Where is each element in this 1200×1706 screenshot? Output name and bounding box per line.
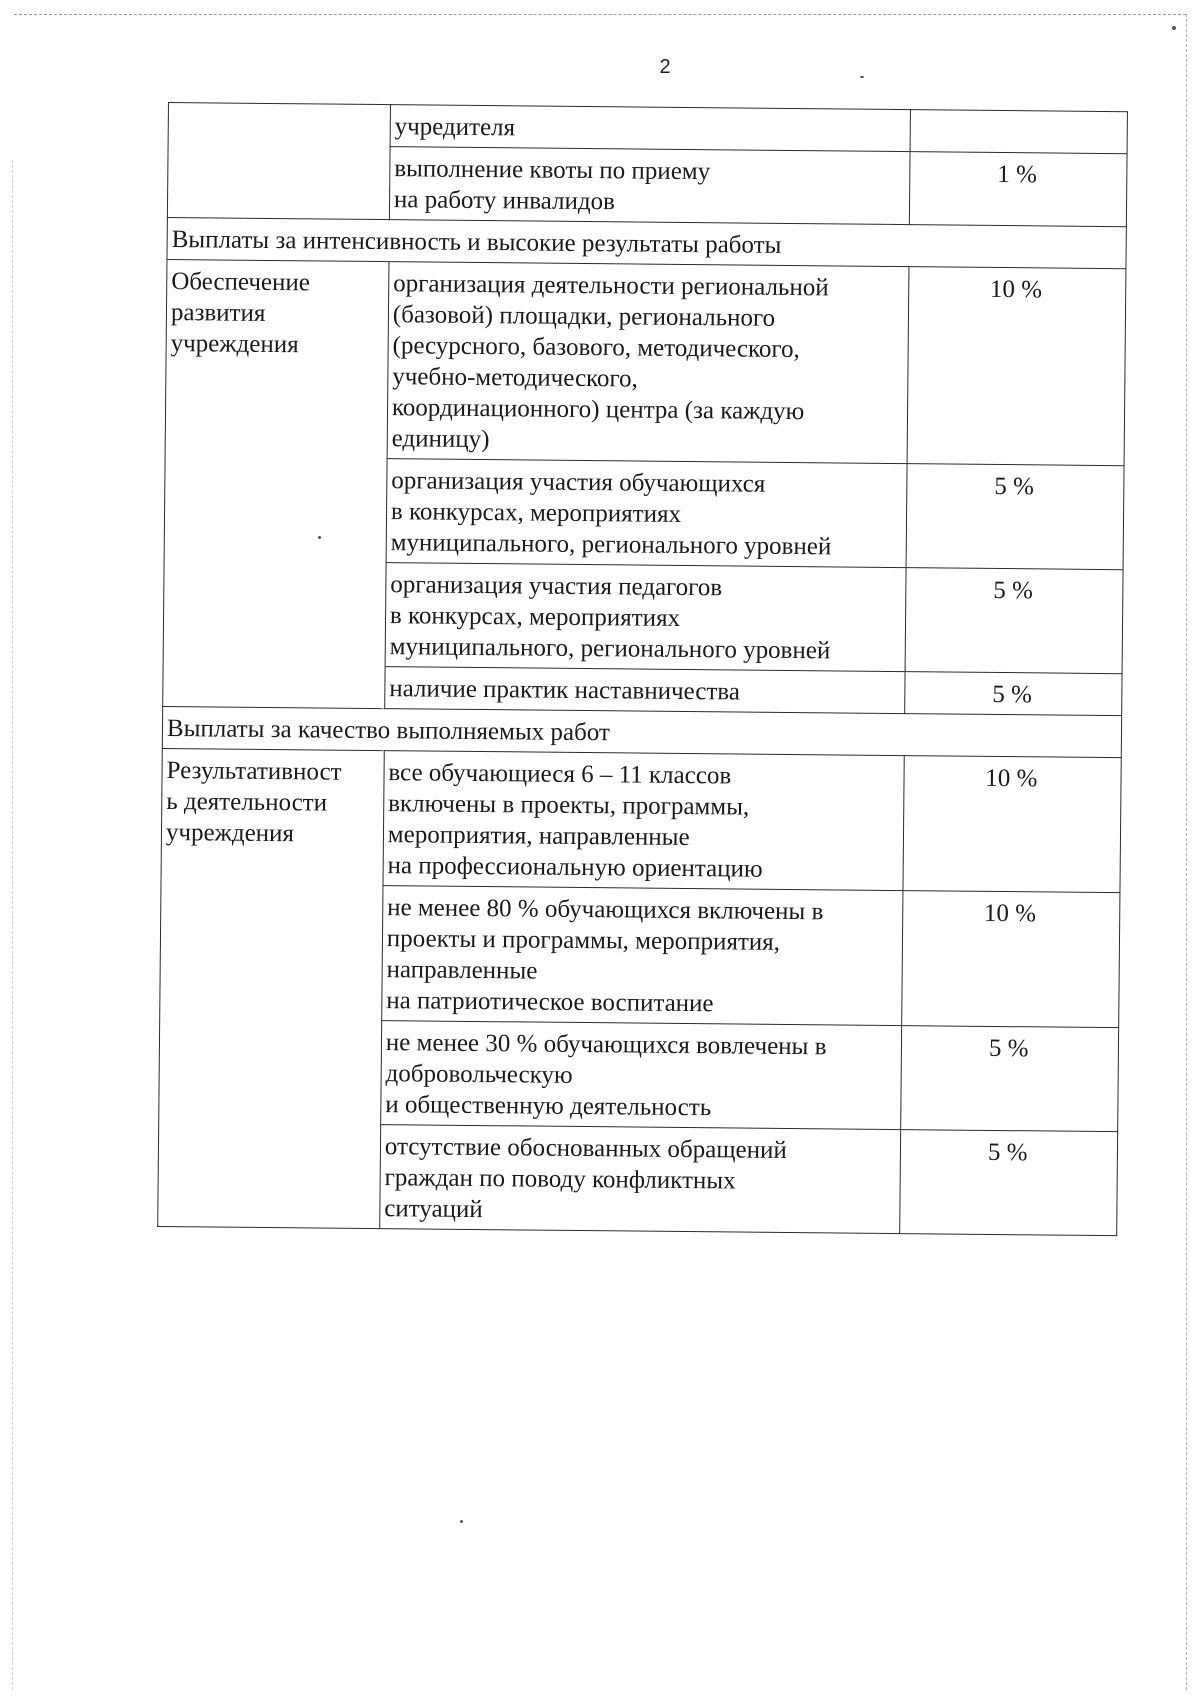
criterion-line: выполнение квоты по приему [394,155,711,186]
criterion-cell [387,262,909,464]
section-title: Выплаты за качество выполняемых работ [162,706,1121,757]
value-cell [910,110,1128,154]
criterion-line: мероприятия, направленные [387,821,690,852]
criterion-line: на работу инвалидов [393,186,616,216]
value-cell: 10 % [907,267,1126,466]
criterion-line: ситуаций [384,1195,483,1224]
criterion-line: учредителя [394,113,516,142]
criterion-cell [389,147,909,225]
value-cell: 5 % [906,464,1124,570]
criterion-cell [385,667,905,714]
table-row [168,103,1127,154]
criterion-cell [386,459,907,568]
criterion-line: и общественную деятельность [385,1091,712,1122]
criterion-cell [385,563,906,672]
criterion-cell [380,1125,901,1234]
scan-edge-top [14,14,1186,15]
criterion-line: муниципального, регионального уровней [389,633,831,665]
criterion-cell [383,751,904,891]
criterion-line: организация участия педагогов [390,571,723,602]
table-row [161,748,1121,892]
criterion-line: в конкурсах, мероприятиях [390,498,682,528]
indicator-cell [158,748,384,1228]
criterion-line: единицу) [391,425,490,454]
indicator-line: учреждения [165,819,295,848]
criterion-line: включены в проекты, программы, [388,790,750,821]
criterion-line: направленные [386,956,538,985]
section-title: Выплаты за интенсивность и высокие результаты работы [167,217,1126,268]
scan-edge-left [12,160,13,1690]
criterion-line: (ресурсного, базового, методического, [392,332,800,364]
value-cell: 5 % [904,672,1122,716]
criterion-line: координационного) центра (за каждую [391,394,805,426]
value-cell: 5 % [899,1130,1117,1236]
value-cell: 5 % [905,568,1123,674]
document-table-wrapper [157,102,1128,1236]
criterion-line: наличие практик наставничества [389,675,741,706]
scan-speck [1172,26,1176,30]
criterion-cell [390,105,910,152]
scan-speck [460,1520,463,1523]
criterion-line: в конкурсах, мероприятиях [389,602,681,632]
scan-edge-right [1186,14,1187,1690]
page-number: 2 [659,56,671,78]
indicator-line: развития [170,299,266,327]
indicator-line: Результативност [166,757,342,786]
indicator-line: ь деятельности [166,788,328,817]
indicator-cell [163,259,389,708]
value-cell: 1 % [909,152,1127,227]
table-row [165,259,1126,465]
criterion-cell [381,1021,902,1130]
criterion-line: добровольческую [385,1060,573,1089]
criterion-line: (базовой) площадки, регионального [392,301,776,332]
criterion-line: организация деятельности региональной [393,270,829,302]
criterion-line: на профессиональную ориентацию [387,852,763,883]
criterion-line: учебно-методического, [392,363,639,393]
criterion-line: на патриотическое воспитание [386,987,714,1018]
criterion-cell [382,886,903,1026]
criterion-line: отсутствие обоснованных обращений [384,1133,787,1164]
indicator-line: учреждения [170,330,299,359]
value-cell: 10 % [903,756,1122,893]
criterion-line: муниципального, регионального уровней [390,529,832,561]
value-cell: 5 % [900,1026,1118,1132]
value-cell: 10 % [901,891,1120,1028]
criterion-line: не менее 30 % обучающихся вовлечены в [385,1029,827,1061]
payments-table [157,102,1128,1236]
indicator-cell-empty [167,103,390,220]
criterion-line: не менее 80 % обучающихся включены в [387,894,824,926]
criterion-line: организация участия обучающихся [391,467,766,498]
criterion-line: проекты и программы, мероприятия, [386,925,781,956]
criterion-line: граждан по поводу конфликтных [384,1164,736,1195]
criterion-line: все обучающиеся 6 – 11 классов [388,759,732,790]
indicator-line: Обеспечение [171,268,311,297]
